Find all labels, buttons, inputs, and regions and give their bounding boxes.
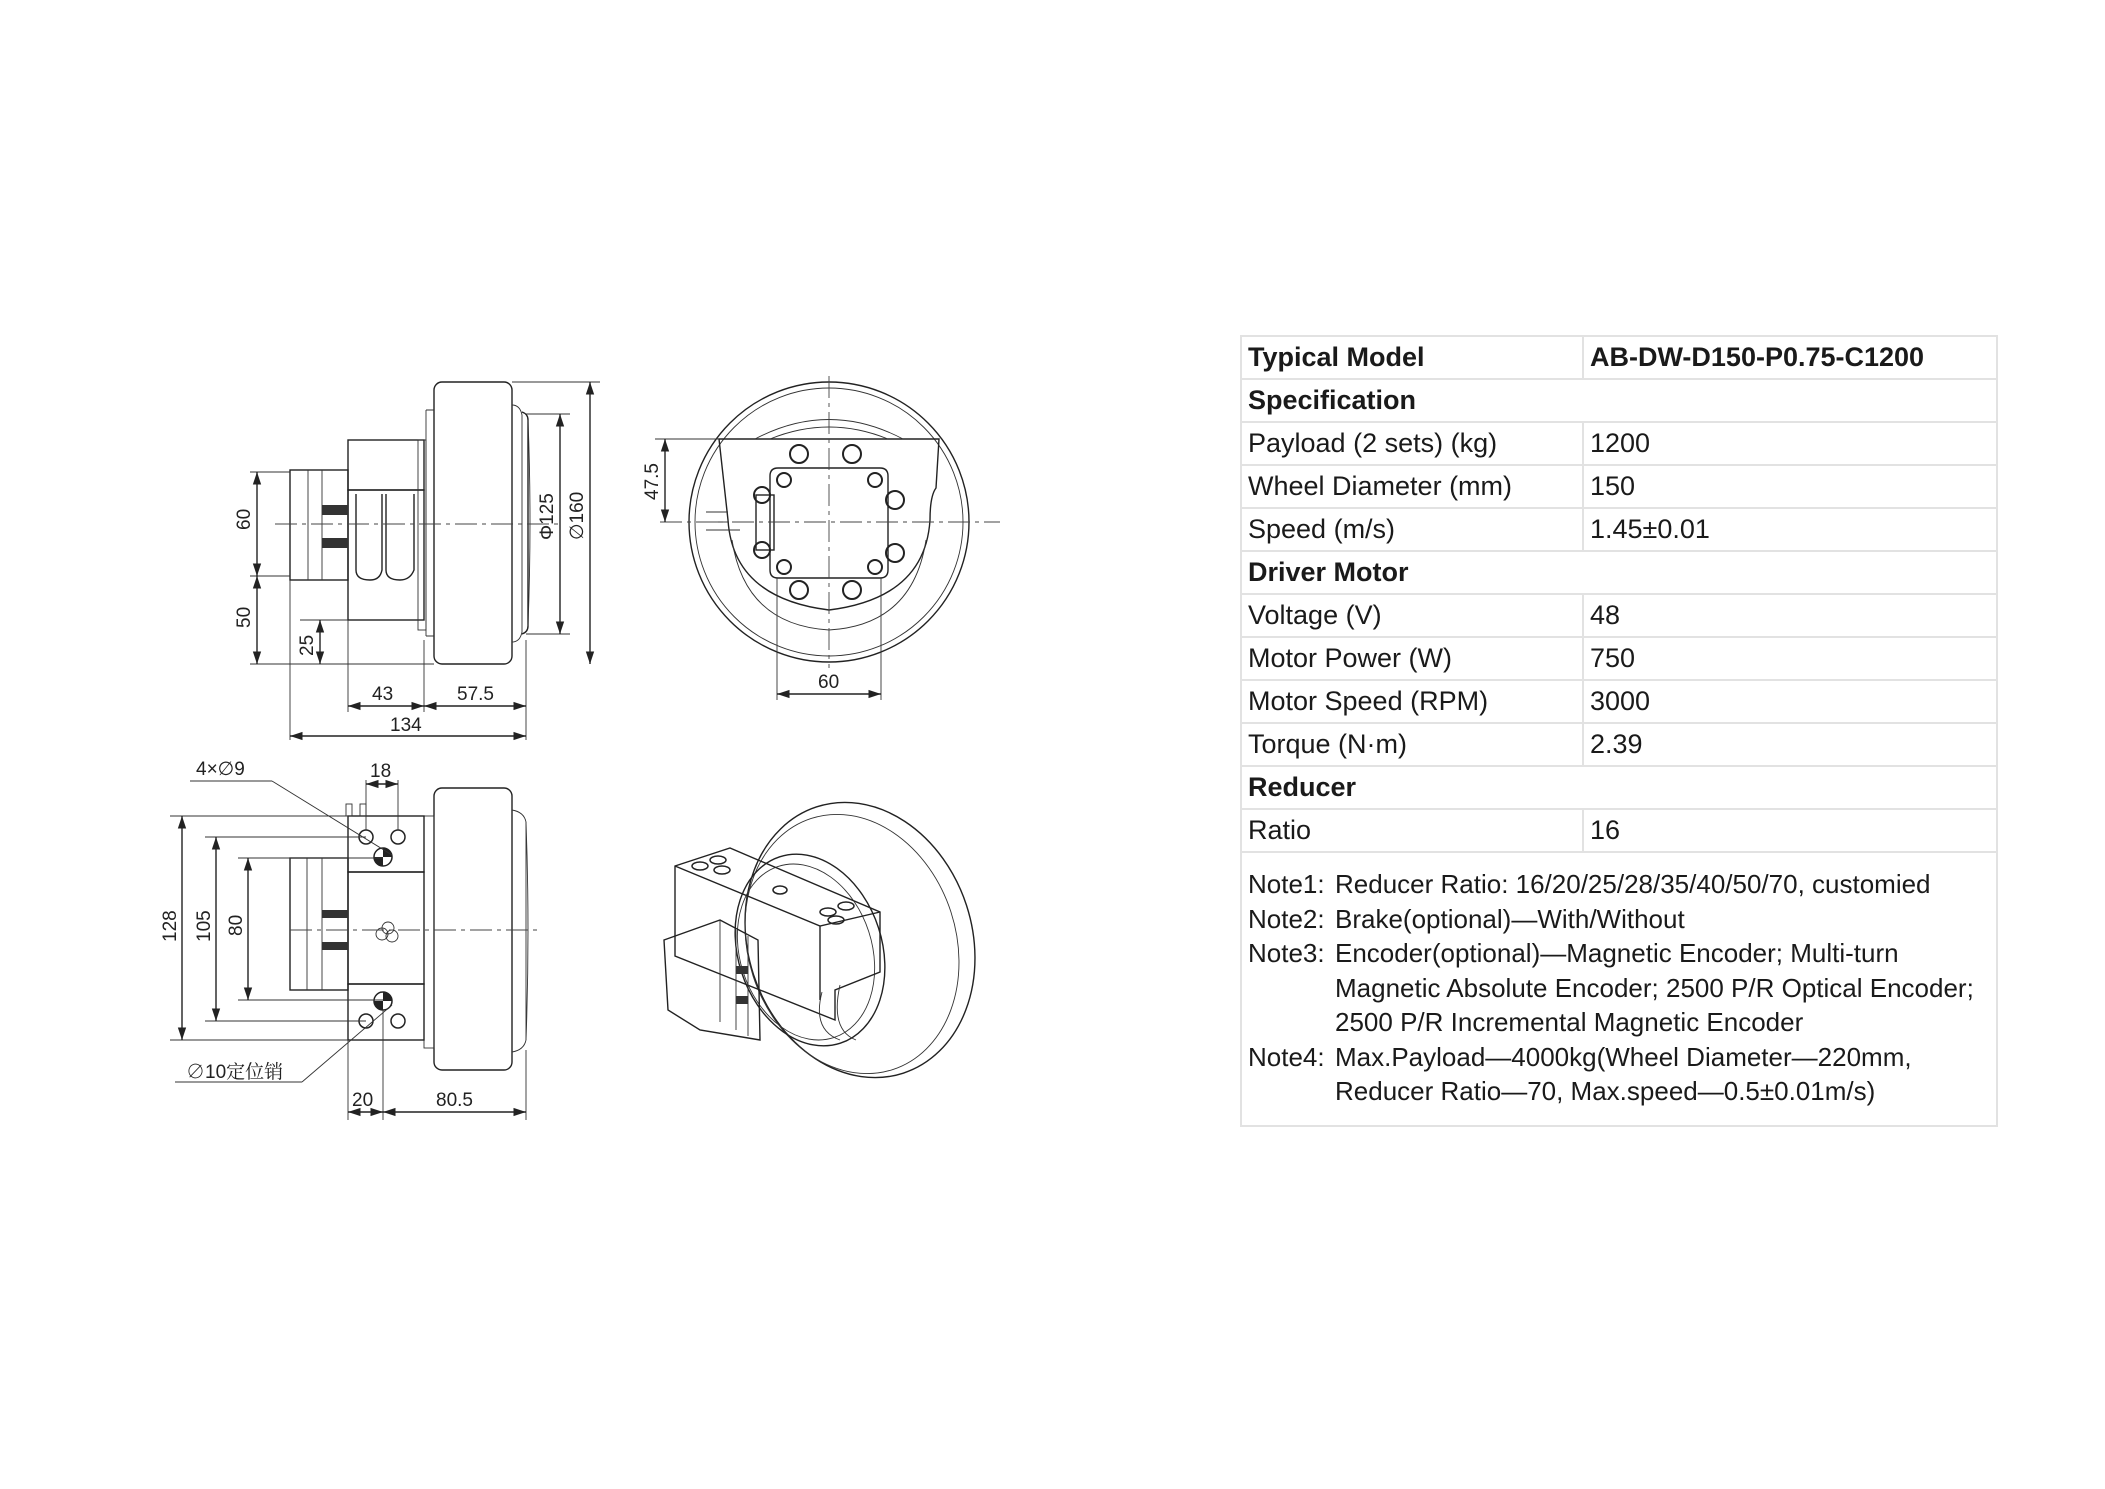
note-3: Note3: Encoder(optional)—Magnetic Encoder; Multi-turn Magnetic Absolute Encoder; 2500 P/R Optical Encoder; 2500 P/R Incremental Magnetic Encoder (1248, 938, 1974, 1037)
table-row (1241, 422, 1997, 465)
svg-text:18: 18 (370, 761, 392, 782)
svg-text:20: 20 (352, 1090, 374, 1111)
table-row (1241, 680, 1997, 723)
table-row (1241, 465, 1997, 508)
row-label: Torque (N·m) (1241, 723, 1583, 766)
section-header-reducer: Reducer (1241, 766, 1997, 809)
row-value: 2.39 (1583, 723, 1997, 766)
model-label: Typical Model (1241, 336, 1583, 379)
model-row (1241, 336, 1997, 379)
table-row (1241, 809, 1997, 852)
row-label: Motor Speed (RPM) (1241, 680, 1583, 723)
svg-text:4×∅9: 4×∅9 (196, 759, 245, 780)
section-header-specification: Specification (1241, 379, 1997, 422)
svg-text:60: 60 (818, 672, 840, 693)
table-row (1241, 723, 1997, 766)
svg-text:43: 43 (372, 684, 394, 705)
row-value: 16 (1583, 809, 1997, 852)
svg-text:47.5: 47.5 (642, 463, 663, 500)
row-label: Speed (m/s) (1241, 508, 1583, 551)
model-value: AB-DW-D150-P0.75-C1200 (1583, 336, 1997, 379)
svg-text:80: 80 (226, 914, 247, 936)
note-1: Note1: Reducer Ratio: 16/20/25/28/35/40/50/70, customied (1248, 869, 1931, 899)
row-label: Voltage (V) (1241, 594, 1583, 637)
row-value: 150 (1583, 465, 1997, 508)
row-label: Ratio (1241, 809, 1583, 852)
svg-text:25: 25 (297, 634, 318, 656)
top-view-drawing (160, 759, 540, 1120)
row-label: Motor Power (W) (1241, 637, 1583, 680)
svg-text:128: 128 (160, 910, 181, 942)
svg-text:134: 134 (390, 715, 422, 736)
table-row (1241, 508, 1997, 551)
svg-text:105: 105 (194, 910, 215, 942)
note-2: Note2: Brake(optional)—With/Without (1248, 903, 1685, 934)
svg-text:80.5: 80.5 (436, 1090, 473, 1111)
svg-text:∅10定位销: ∅10定位销 (186, 1062, 284, 1083)
notes-block (1241, 852, 1997, 1126)
front-view-drawing (642, 376, 1000, 700)
row-label: Wheel Diameter (mm) (1241, 465, 1583, 508)
row-value: 1.45±0.01 (1583, 508, 1997, 551)
section-header-driver-motor: Driver Motor (1241, 551, 1997, 594)
side-view-drawing (234, 382, 600, 740)
table-row (1241, 637, 1997, 680)
spec-table (1240, 335, 1998, 1127)
isometric-view-drawing (664, 772, 1010, 1108)
row-value: 48 (1583, 594, 1997, 637)
table-row (1241, 594, 1997, 637)
note-4: Note4: Max.Payload—4000kg(Wheel Diameter—220mm, Reducer Ratio—70, Max.speed—0.5±0.01m/s) (1248, 1041, 1912, 1106)
row-value: 750 (1583, 637, 1997, 680)
notes-row (1241, 852, 1997, 1126)
svg-text:50: 50 (234, 606, 255, 628)
svg-text:∅160: ∅160 (567, 491, 588, 540)
svg-text:Φ125: Φ125 (537, 493, 558, 540)
row-value: 3000 (1583, 680, 1997, 723)
row-value: 1200 (1583, 422, 1997, 465)
svg-text:60: 60 (234, 508, 255, 530)
svg-text:57.5: 57.5 (457, 684, 494, 705)
row-label: Payload (2 sets) (kg) (1241, 422, 1583, 465)
